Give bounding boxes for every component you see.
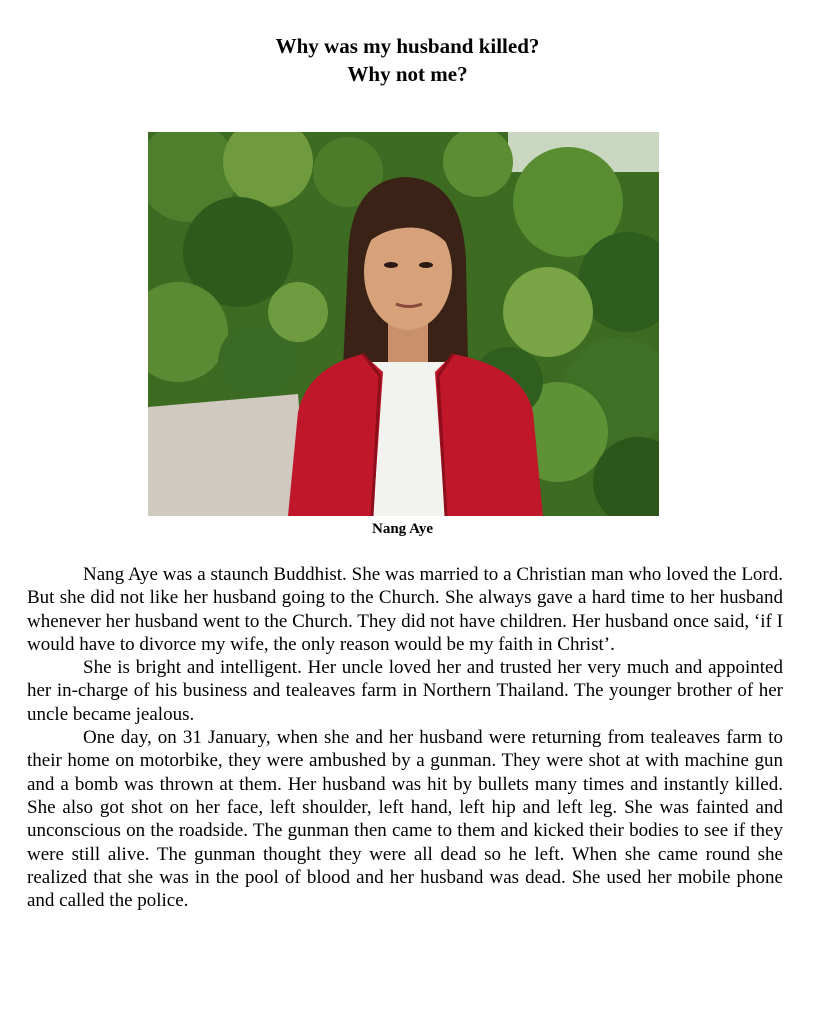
document-title [0,32,815,88]
paragraph-1: Nang Aye was a staunch Buddhist. She was married to a Christian man who loved the Lord. But she did not like her husband going to the Church. She always gave a hard time to her husband whenever her husband went to the Church. They did not have children. Her husband once said, ‘if I would have to divorce my wife, the only reason would be my faith in Christ’. [27,564,783,655]
article-body [27,563,783,912]
photo-caption: Nang Aye [372,521,433,537]
portrait-photo [148,132,659,516]
portrait-illustration [148,132,659,516]
paragraph-3: One day, on 31 January, when she and her husband were returning from tealeaves farm to their home on motorbike, they were ambushed by a gunman. They were shot at with machine gun and a bomb was thrown at them. Her husband was hit by bullets many times and instantly killed. She also got shot on her face, left shoulder, left hand, left hip and left leg. She was fainted and unconscious on the roadside. The gunman then came to them and kicked their bodies to see if they were still alive. The gunman thought they were all dead so he left. When she came round she realized that she was in the pool of blood and her husband was dead. She used her mobile phone and called the police. [27,727,783,912]
title-line-1: Why was my husband killed? [275,34,540,58]
left-eye [384,262,398,268]
paragraph-2: She is bright and intelligent. Her uncle loved her and trusted her very much and appointed her in-charge of his business and tealeaves farm in Northern Thailand. The younger brother of her uncle became jealous. [27,657,783,725]
ground-path [148,394,308,516]
title-line-2: Why not me? [347,62,468,86]
right-eye [419,262,433,268]
